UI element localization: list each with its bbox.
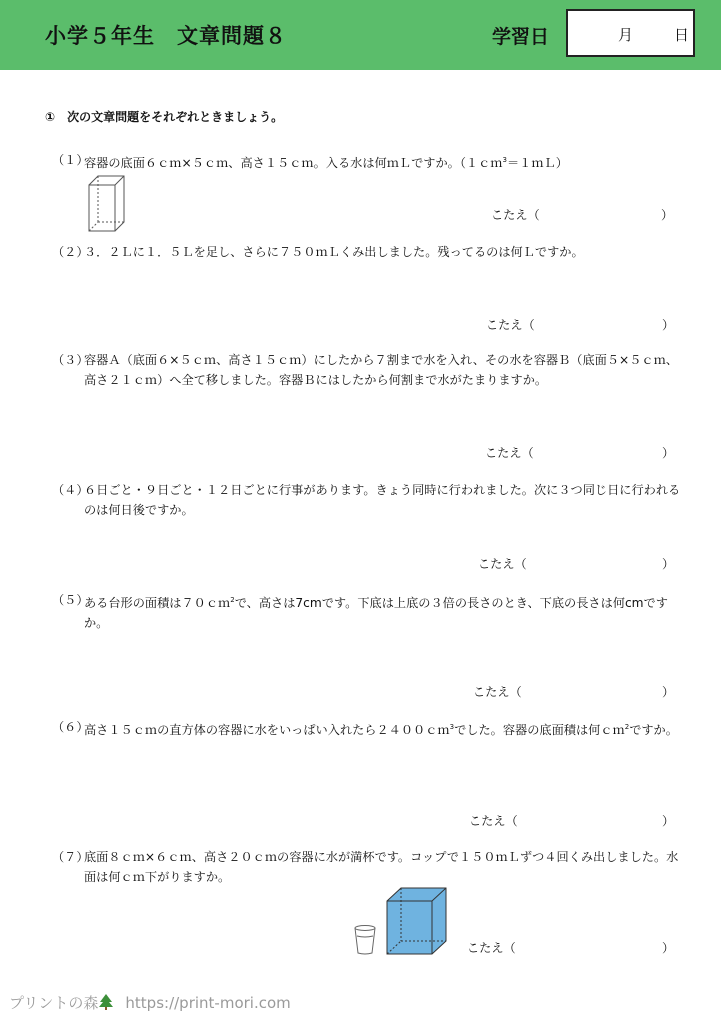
answer-label: こたえ（ (486, 318, 535, 332)
answer-label: こたえ（ (467, 941, 516, 955)
answer-2[interactable]: こたえ（ ） (486, 318, 675, 332)
answer-6[interactable]: こたえ（ ） (469, 814, 675, 828)
question-number: （３） (52, 353, 89, 367)
question-3 (52, 350, 684, 390)
question-text: ある台形の面積は７０ｃｍ$^2$で、高さは7cmです。下底は上底の３倍の長さのとき、下底の長さは何cmですか。 (84, 596, 668, 631)
question-text: ６日ごと・９日ごと・１２日ごとに行事があります。きょう同時に行われました。次に３つ同じ日に行われるのは何日後ですか。 (84, 483, 681, 517)
question-text: 底面８ｃｍ×６ｃｍ、高さ２０ｃｍの容器に水が満杯です。コップで１５０ｍＬずつ４回くみ出しました。水面は何ｃｍ下がりますか。 (84, 850, 679, 884)
question-number: （２） (52, 245, 89, 259)
question-text: ３．２Ｌに１．５Ｌを足し、さらに７５０ｍＬくみ出しました。残ってるのは何Ｌですか。 (84, 245, 584, 259)
tree-icon (99, 994, 113, 1010)
question-2 (52, 242, 684, 262)
water-tank-illustration (384, 886, 450, 956)
question-number: （１） (52, 153, 89, 167)
question-text: 容器Ａ（底面６×５ｃｍ、高さ１５ｃｍ）にしたから７割まで水を入れ、その水を容器Ｂ（底面５×５ｃｍ、高さ２１ｃｍ）へ全て移しました。容器Ｂにはしたから何割まで水がたまりますか。 (84, 353, 678, 387)
answer-5[interactable]: こたえ（ ） (473, 685, 675, 699)
answer-label: こたえ（ (478, 557, 527, 571)
page-title: 小学５年生 文章問題８ (45, 24, 287, 48)
question-1 (52, 150, 684, 173)
header-bar (0, 0, 721, 70)
question-7 (52, 847, 684, 887)
month-label: 月 (618, 26, 634, 44)
footer (9, 992, 291, 1013)
answer-3[interactable]: こたえ（ ） (485, 446, 675, 460)
instruction: ① 次の文章問題をそれぞれときましょう。 (45, 110, 284, 124)
answer-7[interactable]: こたえ（ ） (467, 941, 675, 955)
answer-label: こたえ（ (485, 446, 534, 460)
question-number: （６） (52, 720, 89, 734)
tall-box-illustration (86, 174, 128, 234)
footer-brand: プリントの森 (9, 994, 99, 1012)
footer-url[interactable]: https://print-mori.com (125, 994, 291, 1012)
question-4 (52, 480, 684, 520)
answer-label: こたえ（ (473, 685, 522, 699)
cup-illustration (352, 924, 378, 956)
question-text: 高さ１５ｃｍの直方体の容器に水をいっぱい入れたら２４００ｃｍ$^3$でした。容器の底面積は何ｃｍ$^2$ですか。 (84, 723, 678, 738)
question-5 (52, 590, 684, 633)
question-number: （５） (52, 593, 89, 607)
answer-label: こたえ（ (491, 208, 540, 222)
day-label: 日 (674, 26, 690, 44)
date-field[interactable] (566, 9, 695, 57)
date-label: 学習日 (492, 26, 550, 48)
answer-label: こたえ（ (469, 814, 518, 828)
answer-4[interactable]: こたえ（ ） (478, 557, 675, 571)
answer-1[interactable]: こたえ（ ） (491, 208, 674, 222)
question-6 (52, 717, 684, 740)
question-text: 容器の底面６ｃｍ×５ｃｍ、高さ１５ｃｍ。入る水は何ｍＬですか。（１ｃｍ$^3$＝１ｍＬ） (84, 156, 568, 171)
question-number: （７） (52, 850, 89, 864)
question-number: （４） (52, 483, 89, 497)
